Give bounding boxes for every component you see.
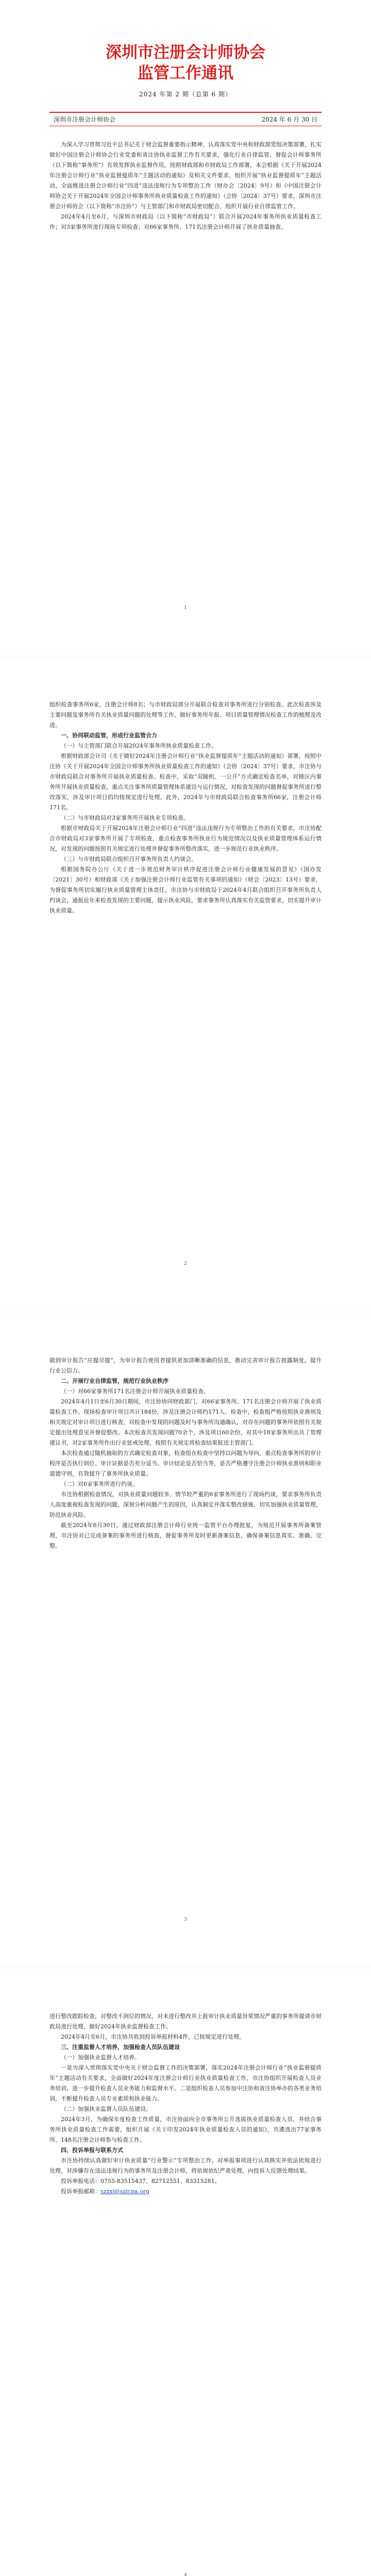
page-1 [0,0,371,656]
section-heading: 四、投诉举报与联系方式 [61,2147,123,2154]
paragraph: 2024年4月1日至6月30日期间，市注协协同财政部门，对66家事务所、171名注册会计师开展了执业质量检查工作，现场检查审计项目共计184份，涉及注册会计师约171人。检查中，检查组严格按照执业准则及相关规定对审计项目进行核查，对检查中发现的问题及时与事务所沟通确认，对存在问题的事务所依照有关规定提出处理意见并督促整改。本次检查共发现问题70余个，涉及项目60余份，对其中18家事务所出具了管理建议书，对2家事务所作出行业惩戒处理，按照有关规定将检查结果报送主管部门。 [49,1398,322,1446]
article-body [49,140,322,232]
paragraph: 市注协根据检查情况，对执业质量问题较多、情节较严重的6家事务所进行了现场约谈，要求事务所负责人高度重视检查发现的问题，深刻分析问题产生的原因，认真制定并落实整改措施，切实加强执业质量管理，防范执业风险。 [49,1491,322,1518]
contact-phone: 0755-83515437、82712551、83315281。 [100,2178,221,2184]
page-number: 4 [184,2573,187,2576]
masthead [49,0,322,83]
page-number: 1 [184,605,187,611]
page-3 [0,1312,371,1968]
contact-email-line [49,2187,322,2197]
subsection-heading: （一）与主管部门联合开展2024年事务所执业质量检查工作。 [61,742,217,749]
paragraph: 做到审计报告“应提尽提”，为审计报告使用者提供更加清晰准确的信息，推动完善审计报告披露制度，提升行业公信力。 [49,1357,322,1374]
contact-phone-label: 投诉举报电话： [61,2178,100,2184]
contact-email-label: 投诉举报邮箱： [61,2188,100,2195]
issue-number: 2024 年第 2 期（总第 6 期） [139,91,232,98]
subsection-heading: （三）与市财政局联合组织召开事务所负责人约谈会。 [61,856,197,862]
paragraph: 根据市财政局关于开展2024年注册会计师行业“四进”违法违规行为专项整治工作的有关要求，市注协配合市财政局对3家事务所开展了专项检查，重点检查事务所执业行为规范情况以及执业质量管理体系运行情况，对发现的问题按照有关规定进行处理并督促事务所整改落实，进一步规范行业执业秩序。 [49,825,322,852]
masthead-title: 深圳市注册会计师协会 [106,43,265,62]
paragraph: 为深入学习贯彻习近平总书记关于财会监督重要指示精神，认真落实党中央和财政部党组决策部署，扎实做好中国注册会计师协会行业党委和省注协执业监督工作有关要求，强化行业自律监管，督促会计师事务所（以下简称“事务所”）有效发挥执业监督作用，按照财政部和市财政局工作部署，本会根据《关于开展2024年注册会计师行业“执业监督提质年”主题活动的通知》及相关文件要求，组织开展“执业监督提质年”主题活动，全面推进注册会计师行业“四进”违法违规行为专项整治工作（财办会〔2024〕9号）和《中国注册会计师协会关于开展2024年全国会计师事务所执业质量检查工作的通知》（会协〔2024〕37号）要求，深圳市注册会计师协会（以下简称“市注协”）与主管部门和市财政局密切配合，组织开展行业自律监管工作。 [49,141,322,210]
paragraph: 截至2024年6月30日，通过财政部注册会计师行业统一监管平台办理批复，为规范开展事务所备案管理，市注协对已完成备案的事务所进行核查，督促事务所及时更新备案信息，确保备案信息真实、准确、完整。 [49,1522,322,1549]
publisher-bar [49,112,322,126]
paragraph: 根据国务院办公厅《关于进一步规范财务审计秩序促进注册会计师行业健康发展的意见》（国办发〔2021〕30号）和财政部《关于加强注册会计师行业监管有关事项的通知》（财会〔2023〕13号）要求，为督促事务所切实履行执业质量管理主体责任，市注协与市财政局于2024年4月联合组织召开事务所负责人约谈会，通报近年来检查发现的主要问题，提示执业风险，要求事务所认真落实有关监管要求，切实提升审计执业质量。 [49,866,322,914]
page-2 [0,656,371,1312]
page-4 [0,1968,371,2576]
paragraph: 进行整改跟踪检查，对整改不到位的情况，对未进行整改并上报审计执业质量异常情况严重的事务所提请市财政局进行处理，做好2024年执业监督检查工作。 [49,2013,322,2030]
section-heading: 一、协同联动监管，形成行业监管合力 [61,732,157,739]
paragraph: 本次检查通过随机抽取的方式确定检查对象，检查组在检查中坚持以问题为导向，重点检查事务所的审计程序是否执行到位、审计证据是否充分适当、审计结论是否恰当等，是否严格遵守注册会计师执业准则和职业道德守则，有效提升了事务所执业质量。 [49,1450,322,1477]
subsection-heading: （一）对66家事务所171名注册会计师开展执业质量检查。 [61,1388,209,1395]
contact-email-link[interactable]: szzxj@szicpa.org [100,2188,149,2195]
article-body [49,1968,322,2197]
paragraph: 2024年4月至6月，与深圳市财政局（以下简称“市财政局”）联合开展2024年事务所执业质量检查工作；对3家事务所进行现场专项检查；对66家事务所、171名注册会计师开展了执业质量抽查。 [49,213,322,230]
paragraph: 根据财政部会计司《关于做好2024年注册会计师行业“执业监督提质年”主题活动的通知》部署，按照中注协《关于开展2024年全国会计师事务所执业质量检查工作的通知》（会协〔2024〕37号）要求，市注协与市财政局联合对事务所开展执业质量检查。检查中，采取“双随机、一公开”方式确定检查名单，对辖区内事务所开展执业质量检查，重点关注事务所质量管理体系建设与运行情况，对检查发现的问题督促事务所进行整改落实，涉及审计项目的均按规定进行处理。此外，2024年与市财政局联合检查事务所66家，注册会计师171名。 [49,753,322,811]
paragraph: 组织检查事务所6家，注册会计师8名；与市财政局部分开展联合检查对事务所进行分别检查。此次检查涉及主要问题及事务所有关执业质量问题的处理等工作，做好事务所年报、项目质量管理情况检查工作的梳理及改进。 [49,701,322,728]
subsection-heading: （二）加强执业监督人员队伍建设。 [61,2106,151,2112]
subsection-heading: （一）加强执业监督人才培养。 [61,2054,140,2061]
article-body [49,656,322,916]
section-heading: 二、开展行业自律监管，规范行业执业秩序 [61,1378,168,1384]
subsection-heading: （二）对6家事务所进行约谈。 [61,1481,138,1487]
article-body [49,1312,322,1551]
contact-phone-line [49,2176,322,2187]
publish-date: 2024 年 6 月 30 日 [261,116,317,123]
publisher: 深圳市注册会计师协会 [54,116,116,123]
page-number: 3 [184,1917,187,1922]
masthead-subtitle: 监管工作通讯 [138,64,233,82]
paragraph: 2024年4月至6月，市注协共收到投诉举报材料4件，已按规定进行处理。 [61,2033,245,2040]
page-number: 2 [184,1261,187,1266]
section-heading: 三、注重监督人才培养，加强检查人员队伍建设 [61,2044,180,2050]
paragraph: 一是为深入贯彻落实党中央关于财会监督工作的决策部署，落实2024年注册会计师行业“执业监督提质年”主题活动有关要求，全面做好2024年度注册会计师行业执业质量检查工作，市注协组织开展检查人员业务培训，进一步提升检查人员业务能力和监督水平。二是组织检查人员参加中注协和省注协举办的各类业务培训，不断提升检查人员专业素质和执业能力。 [49,2064,322,2102]
paragraph: 2024年3月，为确保年度检查工作质量，市注协面向全市事务所公开选拔执业质量检查人员，并结合事务所执业质量检查工作需要，组织开展《关于印发2024年执业质量检查人员的通知》，共遴选出77家事务所、148名注册会计师参与检查工作。 [49,2116,322,2143]
paragraph: 市注协持续认真做好审计执业质量“行业警示”专项整治工作，对举报事项进行认真核实并依法依规进行处理，对涉嫌存在违法违规行为的事务所及注册会计师，将依规依纪严肃处理，向投诉人反馈处理结果。 [49,2157,322,2174]
subsection-heading: （二）与市财政局对3家事务所开展执业专项检查。 [61,815,189,821]
